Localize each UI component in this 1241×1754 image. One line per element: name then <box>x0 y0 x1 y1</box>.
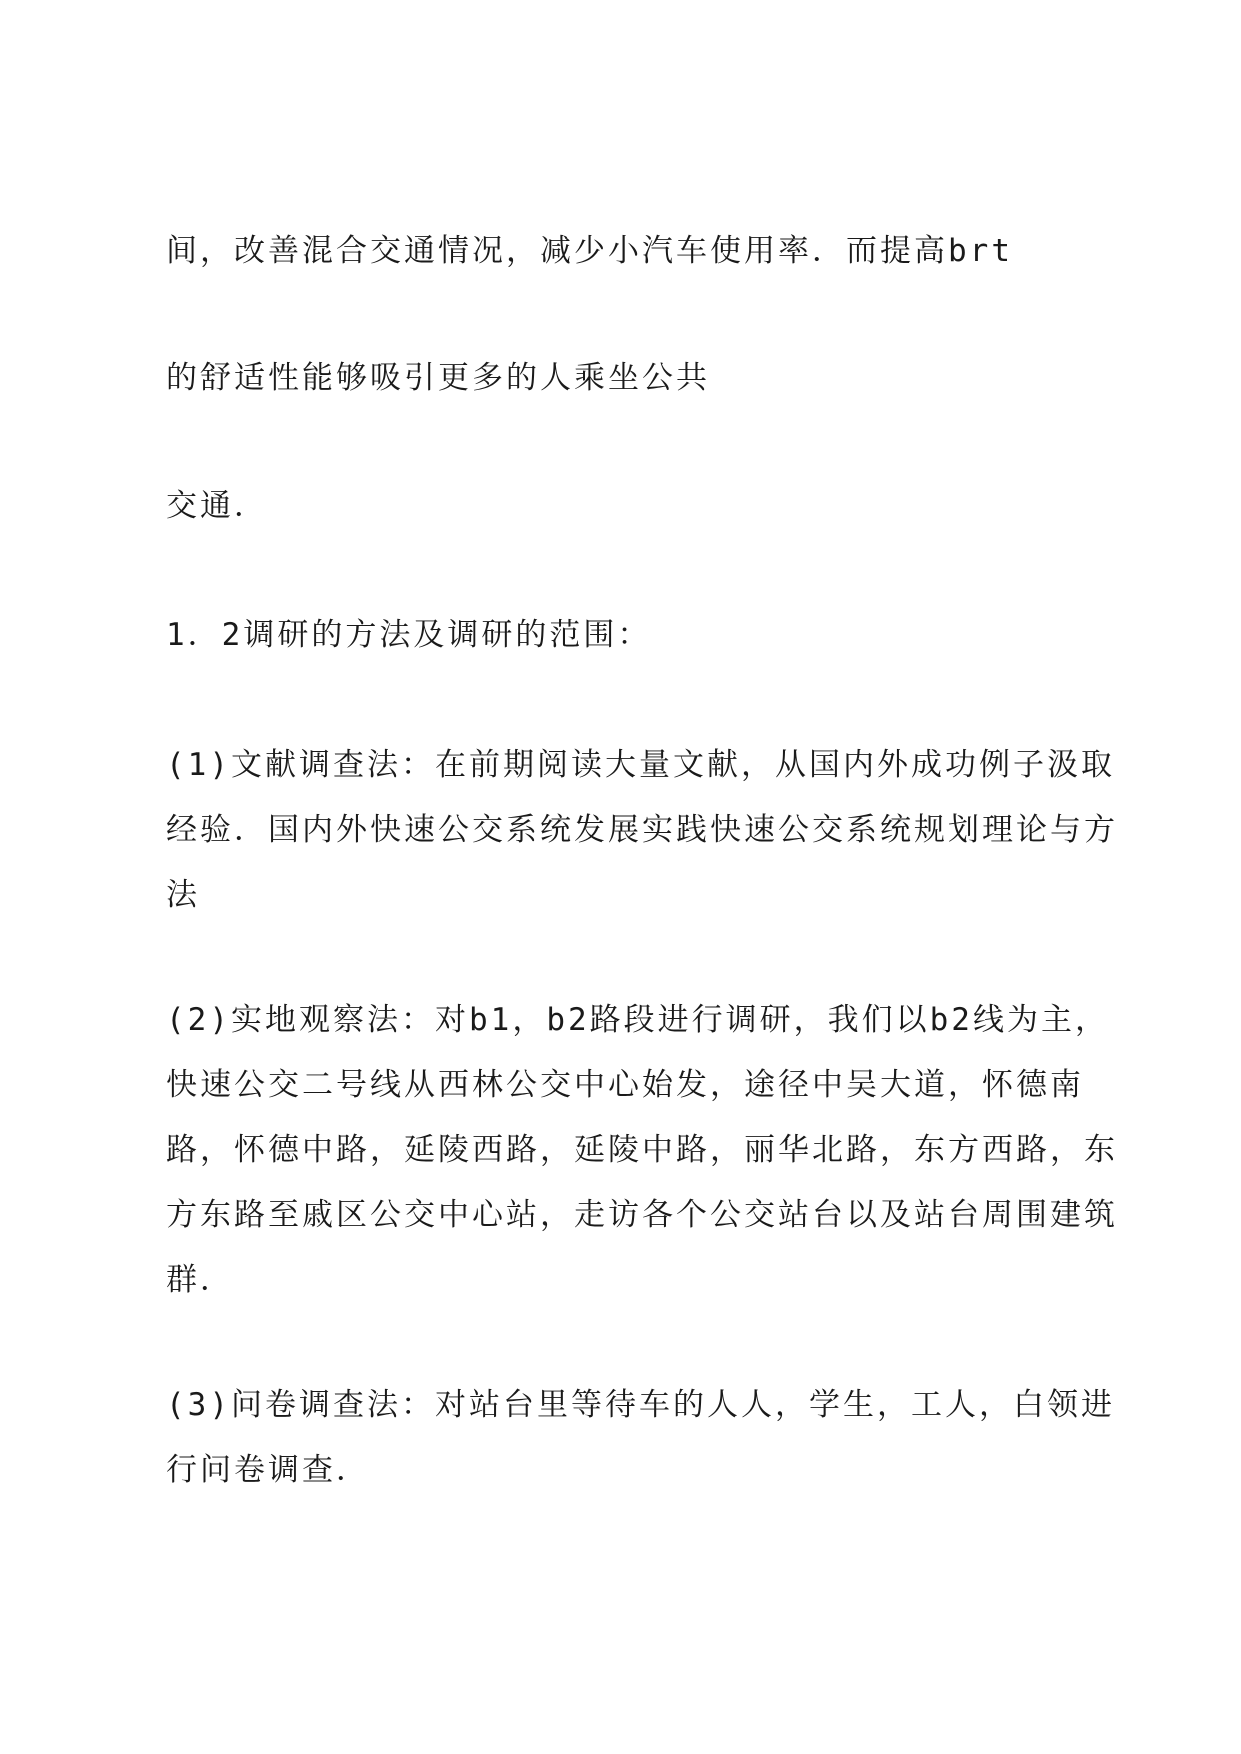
text-line: 路，怀德中路，延陵西路，延陵中路，丽华北路，东方西路，东 <box>166 1132 1118 1168</box>
text-line: 群． <box>166 1262 234 1298</box>
section-heading-1-2 <box>166 603 1106 668</box>
paragraph-3 <box>166 474 1106 539</box>
text-line: 行问卷调查． <box>166 1452 370 1488</box>
text-line: 的舒适性能够吸引更多的人乘坐公共 <box>166 360 710 396</box>
text-line: (3)问卷调查法：对站台里等待车的人人，学生，工人，白领进 <box>166 1387 1115 1423</box>
text-line: 交通． <box>166 488 268 524</box>
paragraph-questionnaire-method <box>166 1373 1115 1503</box>
paragraph-2 <box>166 346 1106 411</box>
text-line: (2)实地观察法：对b1，b2路段进行调研，我们以b2线为主， <box>166 1002 1109 1038</box>
text-line: 经验．国内外快速公交系统发展实践快速公交系统规划理论与方 <box>166 812 1118 848</box>
text-line: 法 <box>166 877 200 913</box>
text-line: (1)文献调查法：在前期阅读大量文献，从国内外成功例子汲取 <box>166 747 1115 783</box>
paragraph-1 <box>166 219 1106 284</box>
paragraph-field-observation-method <box>166 988 1118 1313</box>
text-line: 方东路至戚区公交中心站，走访各个公交站台以及站台周围建筑 <box>166 1197 1118 1233</box>
paragraph-literature-method <box>166 733 1118 928</box>
text-line: 快速公交二号线从西林公交中心始发，途径中吴大道，怀德南 <box>166 1067 1084 1103</box>
section-heading: 1．2调研的方法及调研的范围： <box>166 617 652 653</box>
text-line: 间，改善混合交通情况，减少小汽车使用率．而提高brt <box>166 233 1013 269</box>
